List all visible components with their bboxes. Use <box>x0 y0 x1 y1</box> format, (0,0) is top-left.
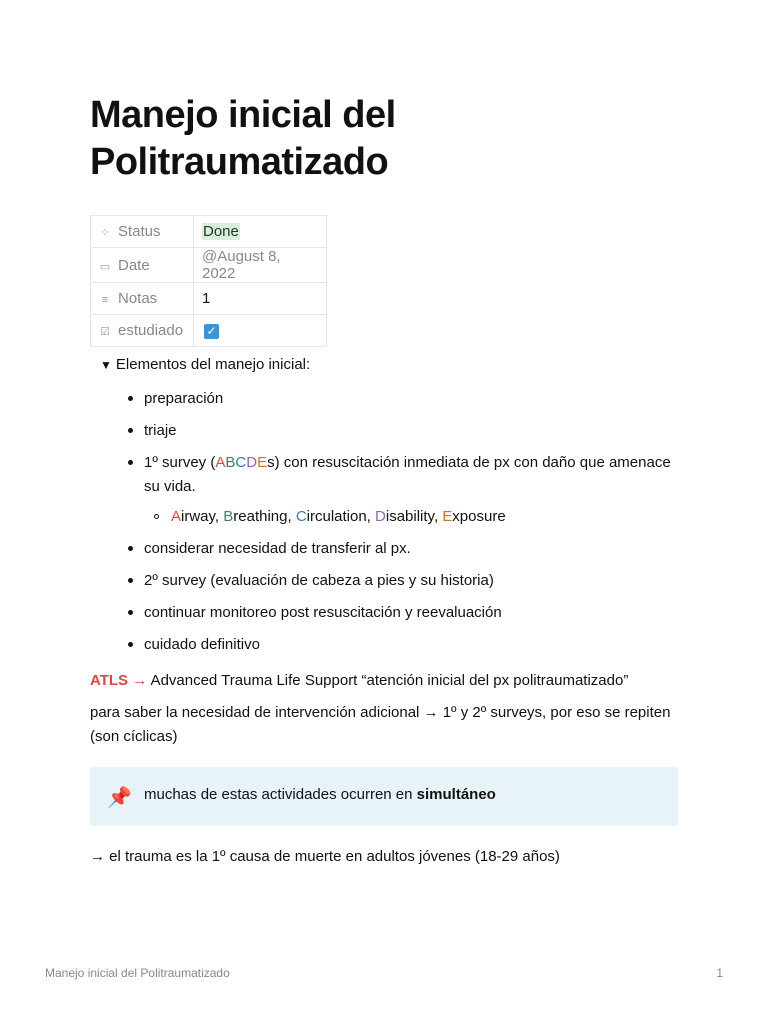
status-badge[interactable]: Done <box>203 223 239 240</box>
sub-list-item: Airway, Breathing, Circulation, Disability, Exposure <box>144 505 678 529</box>
property-label: Date <box>118 256 150 274</box>
checkbox-icon: ☑ <box>100 326 110 338</box>
callout-block <box>90 767 678 826</box>
toggle-label: Elementos del manejo inicial: <box>115 356 311 373</box>
date-value[interactable]: @August 8, 2022 <box>202 248 281 282</box>
paragraph: para saber la necesidad de intervención adicional → 1º y 2º surveys, por eso se repiten (son cíclicas) <box>90 704 671 745</box>
toggle-block[interactable] <box>100 355 310 375</box>
list-item: 1º survey (ABCDEs) con resuscitación inmediata de px con daño que amenace su vida. <box>144 451 678 499</box>
property-row-status[interactable] <box>91 216 327 248</box>
footer-title: Manejo inicial del Politraumatizado <box>45 966 230 980</box>
properties-table <box>90 215 327 347</box>
callout-bold: simultáneo <box>416 786 496 803</box>
status-loader-icon: ⁘ <box>100 227 110 239</box>
page-title: Manejo inicial del Politraumatizado <box>90 94 396 183</box>
estudiado-checkbox[interactable]: ✓ <box>204 324 219 339</box>
property-label: estudiado <box>118 322 184 339</box>
list-item: preparación <box>144 387 678 411</box>
atls-label: ATLS → <box>90 672 148 689</box>
property-row-notas[interactable] <box>91 283 327 315</box>
notas-value[interactable]: 1 <box>202 290 211 307</box>
pushpin-icon: 📌 <box>107 787 132 809</box>
property-row-estudiado[interactable] <box>91 315 327 347</box>
callout-text: muchas de estas actividades ocurren en <box>144 786 417 803</box>
text-lines-icon: ≡ <box>101 294 109 306</box>
triangle-down-icon[interactable]: ▼ <box>100 358 112 372</box>
list-item: cuidado definitivo <box>144 633 678 657</box>
list-item: considerar necesidad de transferir al px. <box>144 537 678 561</box>
trauma-line: → el trauma es la 1º causa de muerte en adultos jóvenes (18-29 años) <box>90 848 560 865</box>
list-item: 2º survey (evaluación de cabeza a pies y su historia) <box>144 569 678 593</box>
list-item: triaje <box>144 419 678 443</box>
list-item: continuar monitoreo post resuscitación y reevaluación <box>144 601 678 625</box>
property-label: Notas <box>118 290 158 307</box>
property-row-date[interactable] <box>91 248 327 283</box>
bullet-list <box>90 387 678 665</box>
property-label: Status <box>118 223 161 240</box>
calendar-icon: ▭ <box>99 260 111 273</box>
atls-line: ATLS → Advanced Trauma Life Support “atención inicial del px politraumatizado” <box>90 672 629 689</box>
page-number: 1 <box>716 966 723 980</box>
